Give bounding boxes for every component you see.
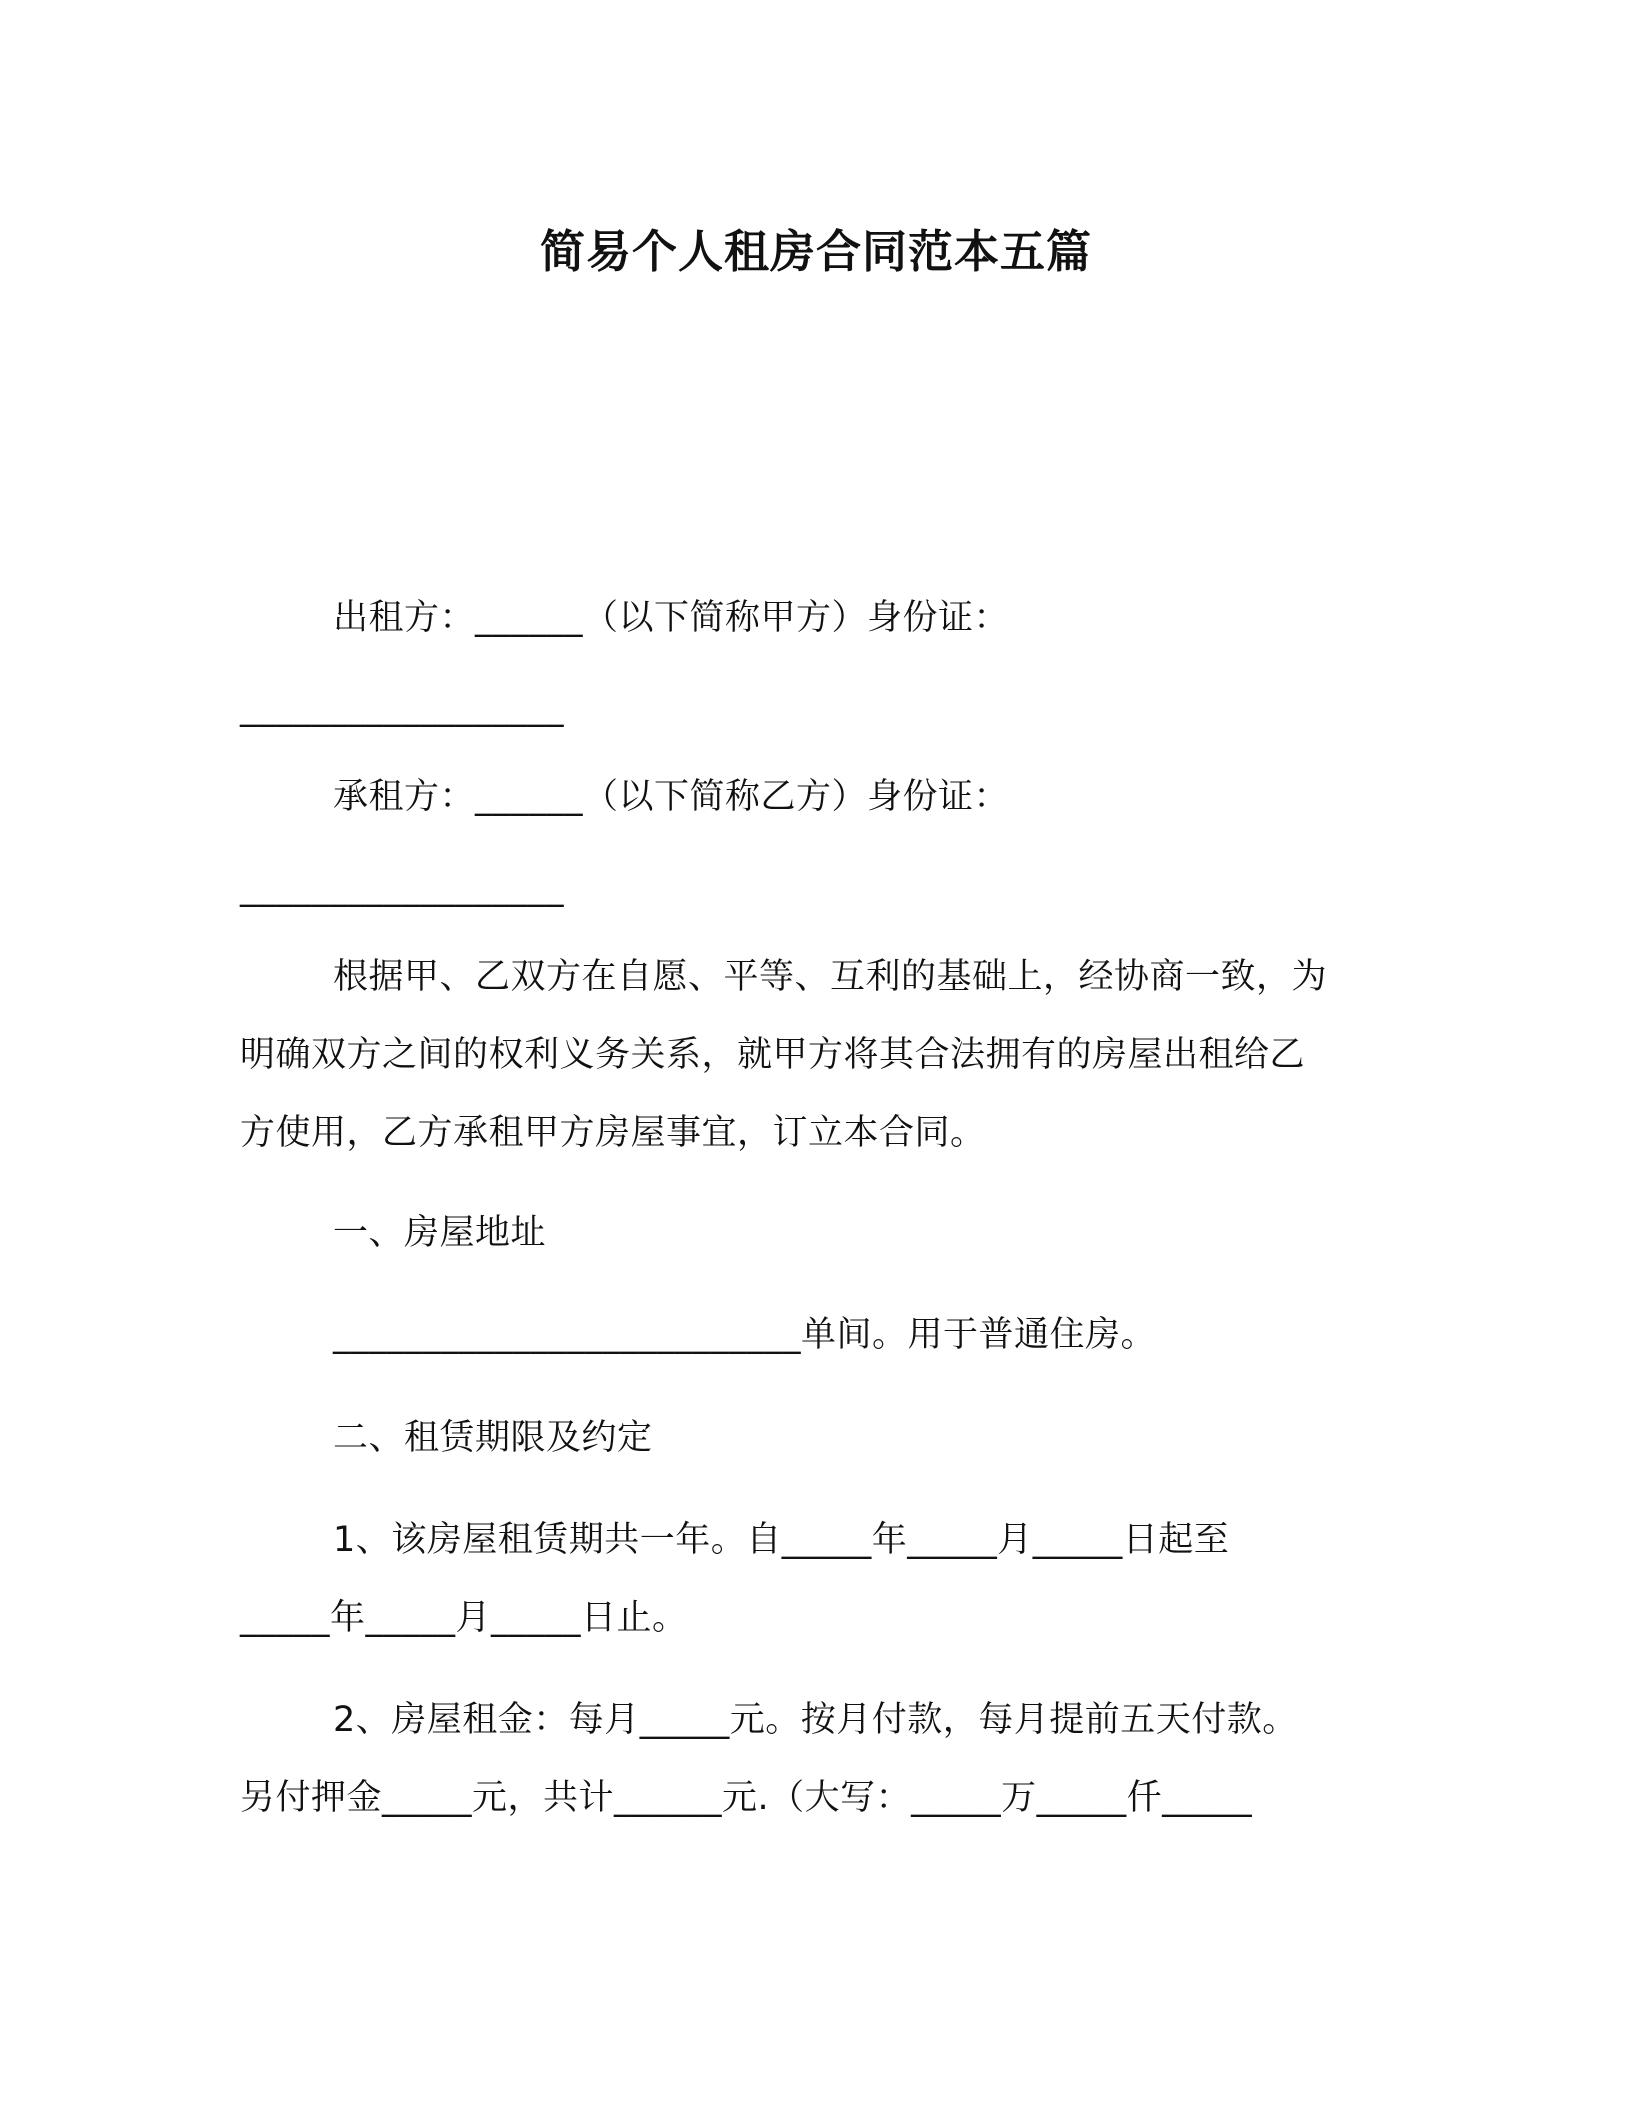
section-2-heading: 二、租赁期限及约定 bbox=[333, 1418, 653, 1458]
lessor-line: 出租方：______（以下简称甲方）身份证： bbox=[333, 598, 1010, 638]
term-line-2: _____年_____月_____日止。 bbox=[240, 1598, 688, 1638]
lessee-id-blank: __________________ bbox=[240, 868, 564, 908]
lessee-line: 承租方：______（以下简称乙方）身份证： bbox=[333, 777, 1010, 817]
preamble-line-1: 根据甲、乙双方在自愿、平等、互利的基础上，经协商一致，为 bbox=[333, 957, 1328, 997]
preamble-line-3: 方使用，乙方承租甲方房屋事宜，订立本合同。 bbox=[240, 1113, 986, 1153]
address-line: __________________________单间。用于普通住房。 bbox=[333, 1315, 1157, 1355]
section-1-heading: 一、房屋地址 bbox=[333, 1213, 547, 1253]
term-line-1: 1、该房屋租赁期共一年。自_____年_____月_____日起至 bbox=[333, 1520, 1230, 1560]
preamble-line-2: 明确双方之间的权利义务关系，就甲方将其合法拥有的房屋出租给乙 bbox=[240, 1035, 1306, 1075]
rent-line-2: 另付押金_____元，共计______元.（大写：_____万_____仟_____ bbox=[240, 1778, 1253, 1818]
rent-line-1: 2、房屋租金：每月_____元。按月付款，每月提前五天付款。 bbox=[333, 1700, 1298, 1740]
lessor-id-blank: __________________ bbox=[240, 688, 564, 728]
document-title: 简易个人租房合同范本五篇 bbox=[539, 225, 1092, 278]
